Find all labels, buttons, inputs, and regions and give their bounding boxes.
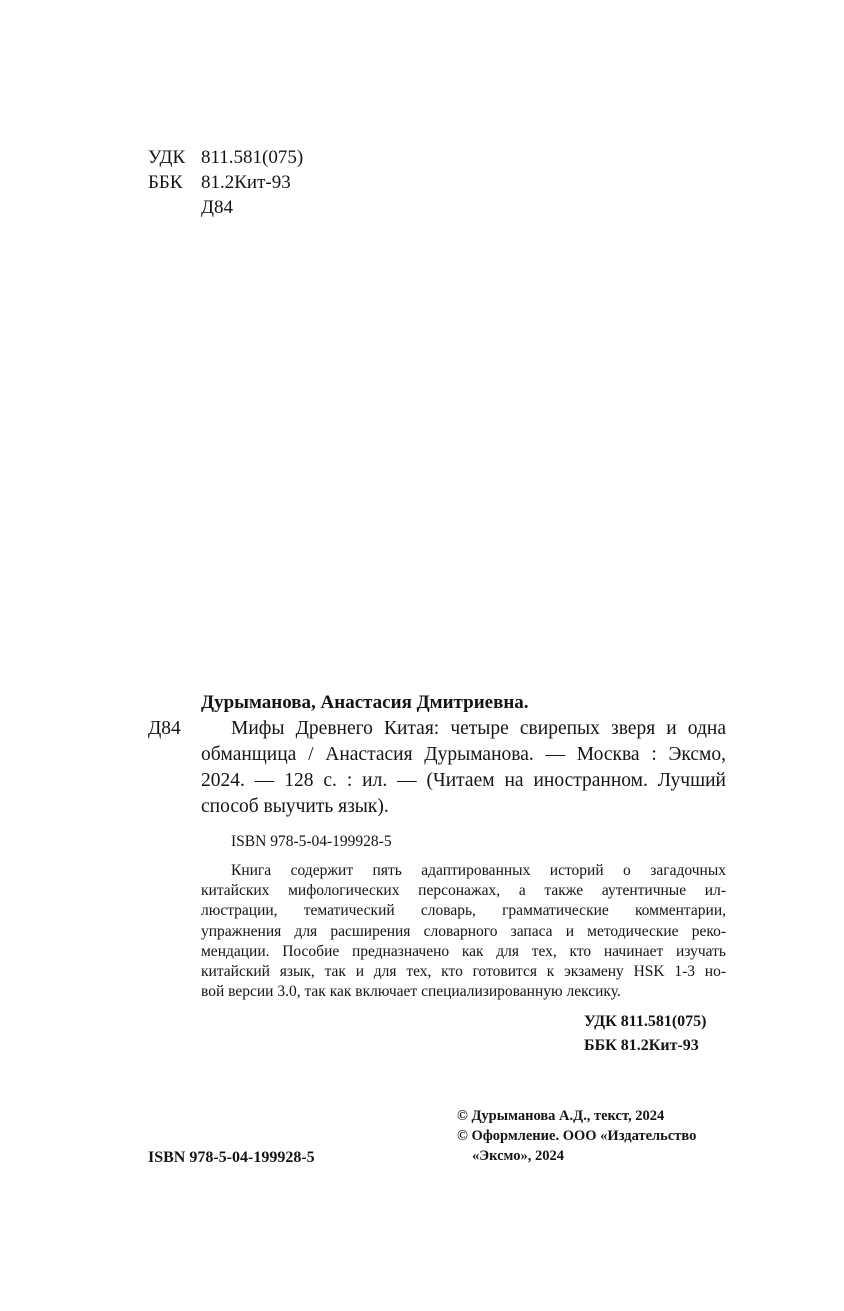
- bbk-label: ББК: [148, 172, 183, 193]
- copyright-text: © Дурыманова А.Д., текст, 2024: [457, 1108, 665, 1124]
- udk-label: УДК: [148, 147, 186, 168]
- codes-bbk: [584, 1034, 707, 1058]
- codes-block: [584, 1010, 707, 1058]
- author-heading: Дурыманова, Анастасия Дмитриевна.: [201, 692, 529, 713]
- codes-udk: [584, 1010, 707, 1034]
- annotation-line: Книга содержит пять адаптированных историй о загадочных: [231, 862, 726, 879]
- classification-block: [148, 145, 303, 220]
- codes-udk-label: УДК: [584, 1013, 617, 1030]
- annotation-line: китайский язык, так и для тех, кто готовится к экзамену HSK 1-3 но-: [201, 963, 726, 981]
- codes-udk-code: 811.581(075): [620, 1013, 707, 1030]
- copyright-design: © Оформление. ООО «Издательство: [457, 1128, 697, 1144]
- annotation-line: люстрации, тематический словарь, грамматические комментарии,: [201, 902, 726, 920]
- codes-bbk-label: ББК: [584, 1037, 617, 1054]
- footer-isbn: ISBN 978-5-04-199928-5: [148, 1149, 315, 1166]
- annotation-line: упражнения для расширения словарного запаса и методические реко-: [201, 922, 726, 940]
- annotation-line: мендации. Пособие предназначено как для тех, кто начинает изучать: [201, 942, 726, 960]
- title-line: Мифы Древнего Китая: четыре свирепых зверя и одна: [231, 718, 726, 739]
- copyright-block: [457, 1106, 696, 1166]
- codes-bbk-code: 81.2Кит-93: [620, 1037, 699, 1054]
- copyright-design-cont: «Эксмо», 2024: [472, 1148, 564, 1164]
- bibliographic-description: [201, 716, 726, 820]
- annotation: [201, 861, 726, 1002]
- title-line: способ выучить язык).: [201, 796, 389, 817]
- author-sign-top: Д84: [201, 197, 233, 218]
- udk-row: [148, 145, 303, 170]
- entry-isbn: ISBN 978-5-04-199928-5: [231, 833, 392, 850]
- entry-author-sign: Д84: [148, 718, 181, 739]
- author-sign-row: [148, 195, 303, 220]
- bbk-code: 81.2Кит-93: [201, 172, 291, 193]
- title-line: обманщица / Анастасия Дурыманова. — Москва : Эксмо,: [201, 744, 726, 765]
- annotation-line: китайских мифологических персонажах, а также аутентичные ил-: [201, 882, 726, 900]
- bbk-row: [148, 170, 303, 195]
- udk-code: 811.581(075): [201, 147, 304, 168]
- annotation-line: вой версии 3.0, так как включает специализированную лексику.: [201, 983, 621, 1001]
- title-line: 2024. — 128 с. : ил. — (Читаем на иностранном. Лучший: [201, 770, 726, 791]
